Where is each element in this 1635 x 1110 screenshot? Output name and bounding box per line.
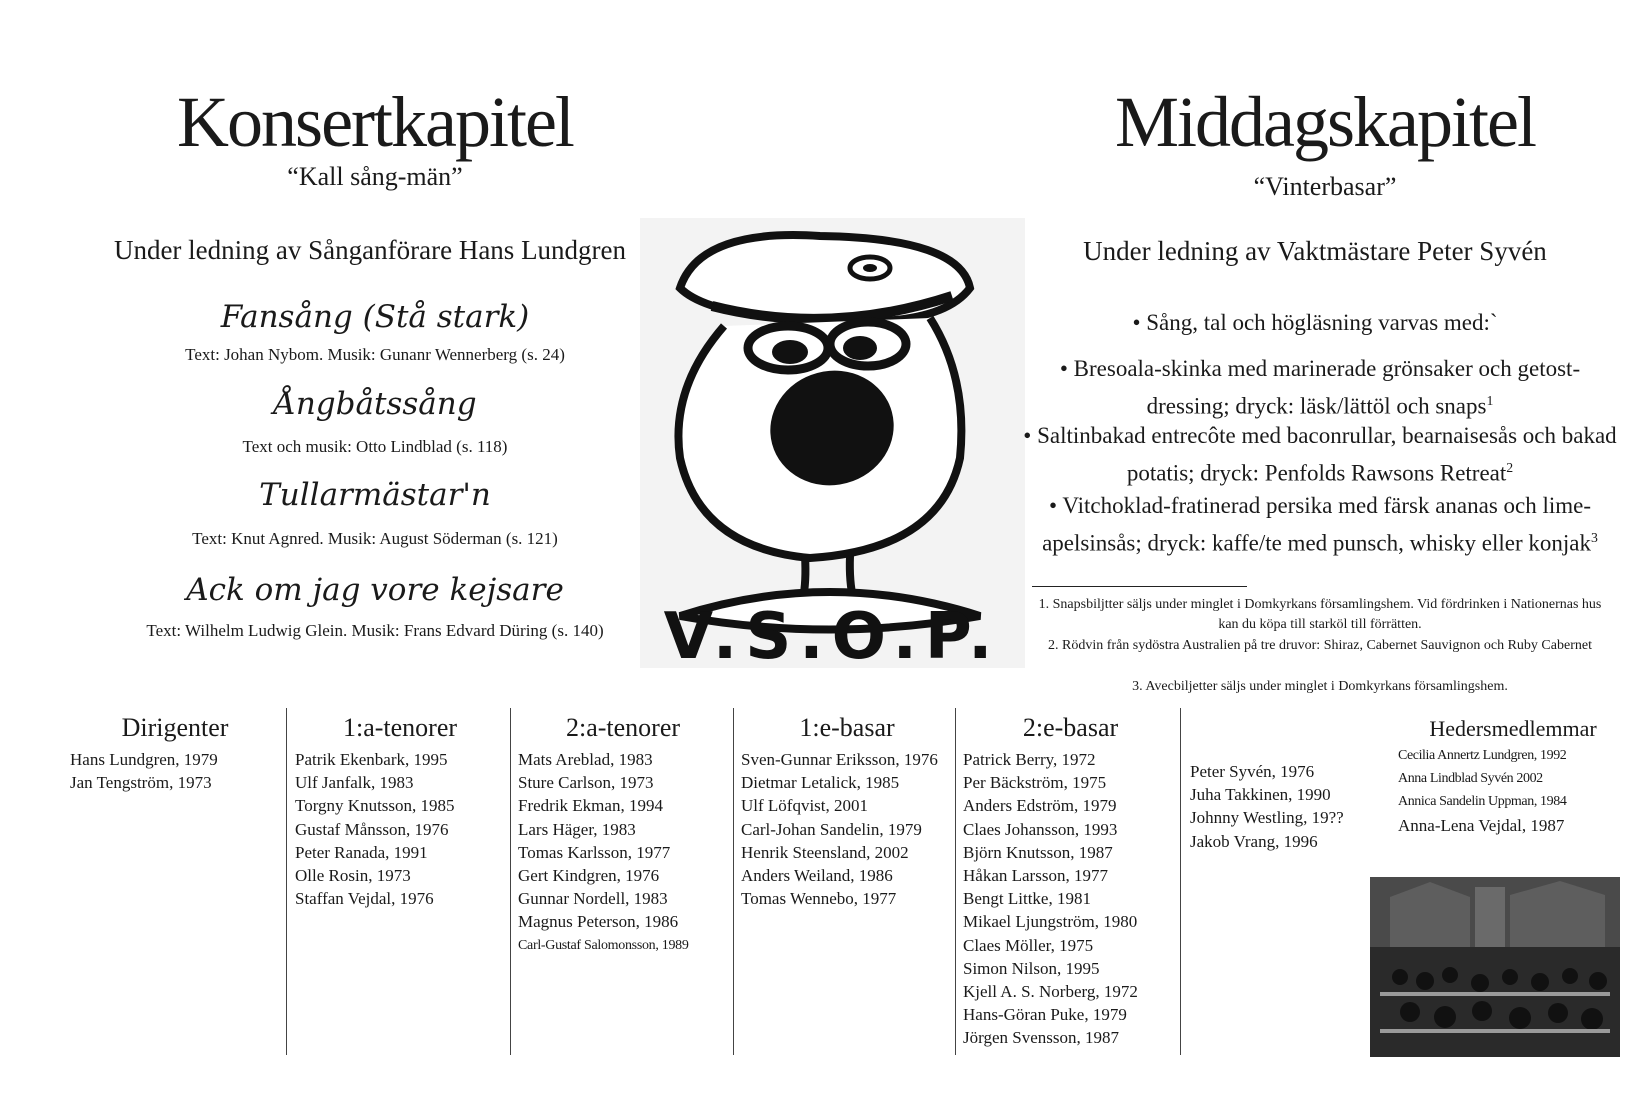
vsop-text: V.S.O.P.	[663, 600, 1001, 668]
column-hedersmedlemmar	[1398, 714, 1628, 837]
footnote-ref: 3	[1590, 530, 1598, 545]
song-credit: Text och musik: Otto Lindblad (s. 118)	[242, 437, 508, 456]
member-name: Gustaf Månsson, 1976	[295, 819, 449, 839]
member-name: Bengt Littke, 1981	[963, 889, 1091, 909]
member-name: Johnny Westling, 19??	[1190, 808, 1344, 828]
member-name: Hans-Göran Puke, 1979	[963, 1005, 1127, 1025]
song-credit: Text: Wilhelm Ludwig Glein. Musik: Frans Edvard Düring (s. 140)	[146, 621, 604, 640]
member-name: Henrik Steensland, 2002	[741, 842, 909, 862]
member-name: Claes Johansson, 1993	[963, 819, 1118, 839]
song-title: Ack om jag vore kejsare	[186, 572, 564, 608]
column-title: 1:e-basar	[799, 713, 895, 742]
song-title: Ångbåtssång	[273, 386, 477, 422]
member-name: Simon Nilson, 1995	[963, 958, 1100, 978]
column-title: Dirigenter	[121, 713, 229, 742]
menu-item	[1020, 353, 1620, 423]
concert-lead: Under ledning av Sånganförare Hans Lundgren	[113, 235, 627, 265]
member-name: Tomas Wennebo, 1977	[741, 889, 897, 909]
member-name: Juha Takkinen, 1990	[1190, 785, 1331, 805]
wine-glass-mascot-icon	[640, 218, 1025, 668]
song-title: Fansång (Stå stark)	[220, 299, 530, 335]
member-name: Gert Kindgren, 1976	[518, 866, 660, 886]
member-name: Tomas Karlsson, 1977	[518, 842, 671, 862]
song-credit: Text: Johan Nybom. Musik: Gunanr Wennerberg (s. 24)	[185, 345, 565, 364]
footnote: 1. Snapsbiljtter säljs under minglet i Domkyrkans församlingshem. Vid fördrinken i Nationernas hus kan du köpa till starköl till förrätten.	[1038, 597, 1602, 632]
dinner-subtitle: “Vinterbasar”	[1253, 172, 1397, 201]
column-2e-basar	[963, 712, 1178, 1050]
song-title: Tullarmästar'n	[259, 477, 491, 513]
column-2e-basar-cont	[1190, 760, 1390, 853]
member-name: Anders Weiland, 1986	[741, 866, 893, 886]
footnote-divider	[1032, 586, 1247, 587]
column-divider	[510, 708, 511, 1055]
member-name: Patrik Ekenbark, 1995	[295, 750, 448, 769]
member-name: Jan Tengström, 1973	[70, 773, 212, 793]
column-dirigenter	[70, 712, 280, 794]
member-name: Annica Sandelin Uppman, 1984	[1398, 794, 1567, 810]
vsop-logo	[640, 218, 1025, 668]
dinner-photo	[1370, 877, 1620, 1057]
member-name: Dietmar Letalick, 1985	[741, 773, 900, 793]
member-name: Gunnar Nordell, 1983	[518, 889, 668, 909]
member-name: Olle Rosin, 1973	[295, 866, 411, 886]
member-name: Hans Lundgren, 1979	[70, 750, 218, 769]
column-1a-tenorer	[295, 712, 505, 910]
member-name: Peter Ranada, 1991	[295, 842, 428, 862]
member-name: Jakob Vrang, 1996	[1190, 831, 1318, 851]
member-name: Per Bäckström, 1975	[963, 773, 1107, 793]
member-name: Anders Edström, 1979	[963, 796, 1117, 816]
column-1e-basar	[741, 712, 953, 910]
column-title: Hedersmedlemmar	[1429, 716, 1597, 741]
menu-item-text: • Vitchoklad-fratinerad persika med färsk ananas och lime-apelsinsås; dryck: kaffe/te med punsch, whisky eller konjak	[1042, 493, 1592, 556]
member-name: Anna-Lena Vejdal, 1987	[1398, 815, 1565, 835]
member-name: Håkan Larsson, 1977	[963, 866, 1108, 886]
menu-item	[1020, 490, 1620, 560]
concert-subtitle: “Kall sång-män”	[287, 162, 463, 191]
column-title: 2:a-tenorer	[565, 713, 681, 742]
column-divider	[733, 708, 734, 1055]
member-name: Kjell A. S. Norberg, 1972	[963, 982, 1138, 1002]
menu-item	[1020, 420, 1620, 490]
member-name: Björn Knutsson, 1987	[963, 842, 1113, 862]
member-name: Sture Carlson, 1973	[518, 773, 654, 793]
member-name: Staffan Vejdal, 1976	[295, 889, 434, 909]
member-name: Carl-Johan Sandelin, 1979	[741, 819, 922, 839]
member-name: Torgny Knutsson, 1985	[295, 796, 455, 816]
member-name: Fredrik Ekman, 1994	[518, 796, 663, 816]
concert-title: Konsertkapitel	[177, 82, 573, 162]
column-title: 1:a-tenorer	[342, 713, 458, 742]
footnote: 3. Avecbiljetter säljs under minglet i Domkyrkans församlingshem.	[1132, 679, 1508, 694]
member-name: Claes Möller, 1975	[963, 935, 1094, 955]
member-name: Mikael Ljungström, 1980	[963, 912, 1138, 932]
member-name: Carl-Gustaf Salomonsson, 1989	[518, 937, 689, 953]
member-name: Sven-Gunnar Eriksson, 1976	[741, 750, 938, 769]
column-divider	[1180, 708, 1181, 1055]
member-name: Cecilia Annertz Lundgren, 1992	[1398, 748, 1567, 763]
member-name: Ulf Janfalk, 1983	[295, 773, 414, 793]
footnote-ref: 2	[1506, 460, 1514, 475]
footnote-ref: 1	[1486, 393, 1494, 408]
member-name: Peter Syvén, 1976	[1190, 762, 1315, 781]
column-divider	[286, 708, 287, 1055]
member-name: Magnus Peterson, 1986	[518, 912, 679, 932]
menu-item-text: • Bresoala-skinka med marinerade grönsaker och getost-dressing; dryck: läsk/lättöl och snaps	[1059, 356, 1581, 419]
member-name: Mats Areblad, 1983	[518, 750, 653, 769]
dinner-title: Middagskapitel	[1115, 82, 1535, 162]
member-name: Patrick Berry, 1972	[963, 750, 1096, 769]
footnote: 2. Rödvin från sydöstra Australien på tre druvor: Shiraz, Cabernet Sauvignon och Ruby Cabernet	[1048, 638, 1592, 653]
menu-item-text: • Saltinbakad entrecôte med baconrullar, bearnaisesås och bakad potatis; dryck: Penfolds Rawsons Retreat	[1023, 423, 1617, 486]
member-name: Jörgen Svensson, 1987	[963, 1028, 1119, 1048]
banquet-photo-icon	[1370, 877, 1620, 1057]
member-name: Lars Häger, 1983	[518, 819, 636, 839]
column-2a-tenorer	[518, 712, 728, 957]
song-credit: Text: Knut Agnred. Musik: August Söderman (s. 121)	[192, 529, 558, 548]
column-divider	[955, 708, 956, 1055]
column-title: 2:e-basar	[1022, 713, 1119, 742]
dinner-lead: Under ledning av Vaktmästare Peter Syvén	[1083, 236, 1547, 266]
member-name: Ulf Löfqvist, 2001	[741, 796, 869, 816]
menu-intro: • Sång, tal och högläsning varvas med:`	[1132, 310, 1498, 335]
member-name: Anna Lindblad Syvén 2002	[1398, 771, 1543, 787]
